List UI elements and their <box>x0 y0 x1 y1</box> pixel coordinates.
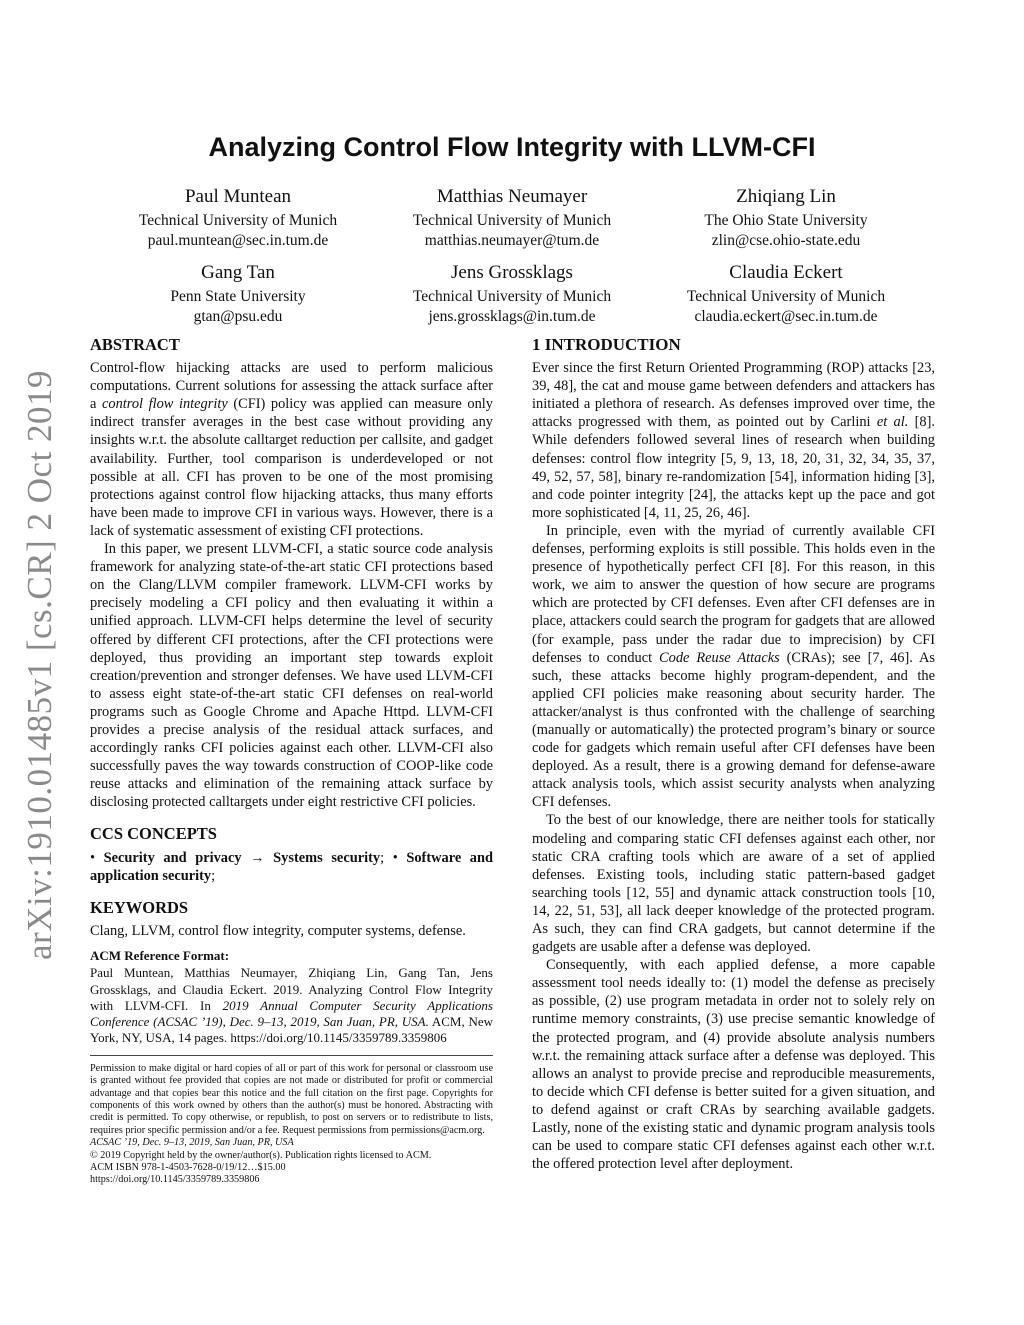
arxiv-identifier: arXiv:1910.01485v1 [cs.CR] 2 Oct 2019 <box>20 369 59 961</box>
intro-heading: 1 INTRODUCTION <box>532 335 681 354</box>
permission-copyright: © 2019 Copyright held by the owner/author(s). Publication rights licensed to ACM. <box>90 1149 432 1161</box>
permission-doi: https://doi.org/10.1145/3359789.3359806 <box>90 1174 260 1186</box>
permission-venue: ACSAC ’19, Dec. 9–13, 2019, San Juan, PR, USA <box>90 1137 294 1149</box>
author-email: matthias.neumayer@tum.de <box>424 232 600 249</box>
author-name: Claudia Eckert <box>729 262 843 283</box>
author-affiliation: Technical University of Munich <box>412 288 612 305</box>
keywords-heading: KEYWORDS <box>90 897 189 917</box>
author-email: jens.grossklags@in.tum.de <box>428 308 596 325</box>
author-name: Gang Tan <box>201 262 275 283</box>
author-name: Jens Grossklags <box>451 262 573 283</box>
author-name: Paul Muntean <box>184 186 292 207</box>
ccs-concepts: • Security and privacy → Systems security; • Software and application security; <box>90 849 494 884</box>
author-name: Zhiqiang Lin <box>736 186 836 207</box>
abstract-paragraph: In this paper, we present LLVM-CFI, a static source code analysis framework for analyzing state-of-the-art static CFI protections based on the Clang/LLVM compiler framework. LLVM-CFI works by precisely modeling a CFI policy and then evaluating it within a unified approach. LLVM-CFI helps determine the level of security offered by different CFI protections, after the CFI protections were deployed, thus providing an important step towards exploit creation/prevention and stronger defenses. We have used LLVM-CFI to assess eight state-of-the-art static CFI defenses on real-world programs such as Google Chrome and Apache Httpd. LLVM-CFI provides a precise analysis of the residual attack surfaces, and accordingly ranks CFI policies against each other. LLVM-CFI also successfully paves the way towards construction of COOP-like code reuse attacks and elimination of the remaining attack surface by disclosing protected calltargets under eight restrictive CFI policies. <box>90 541 494 811</box>
author-email: zlin@cse.ohio-state.edu <box>711 232 861 249</box>
arxiv-sidebar <box>16 365 64 965</box>
keywords-text: Clang, LLVM, control flow integrity, computer systems, defense. <box>90 922 466 939</box>
acm-reference <box>90 948 493 1047</box>
author-email: paul.muntean@sec.in.tum.de <box>147 232 329 249</box>
acm-reference-heading: ACM Reference Format: <box>90 947 230 963</box>
intro-paragraph: Ever since the first Return Oriented Programming (ROP) attacks [23, 39, 48], the cat and mouse game between defenders and attackers has initiated a plethora of research. As defenses improved over time, the attacks progressed with them, as pointed out by Carlini et al. [8]. While defenders followed several lines of research when building defenses: control flow integrity [5, 9, 13, 18, 20, 31, 32, 34, 35, 37, 49, 52, 57, 58], binary re-randomization [54], information hiding [3], and code pointer integrity [24], the attacks kept up the pace and got more sophisticated [4, 11, 25, 26, 46]. <box>532 360 936 521</box>
author-block <box>88 261 388 327</box>
author-affiliation: Penn State University <box>170 288 306 305</box>
permission-text: Permission to make digital or hard copies of all or part of this work for personal or classroom use is granted without fee provided that copies are not made or distributed for profit or commercial advantage and that copies bear this notice and the full citation on the first page. Copyrights for components of this work owned by others than the author(s) must be honored. Abstracting with credit is permitted. To copy otherwise, or republish, to post on servers or to redistribute to lists, requires prior specific permission and/or a fee. Request permissions from permissions@acm.org. <box>90 1062 493 1136</box>
right-column <box>532 336 935 1173</box>
intro-paragraph: In principle, even with the myriad of currently available CFI defenses, performing exploits is still possible. This holds even in the presence of hypothetically perfect CFI [8]. For this reason, in this work, we aim to answer the question of how secure are programs which are protected by CFI defenses. Even after CFI defenses are in place, attackers could search the program for gadgets that are allowed (for example, pass under the radar due to imprecision) by CFI defenses to conduct Code Reuse Attacks (CRAs); see [7, 46]. As such, these attacks become highly program-dependent, and the applied CFI policies make reasoning about security harder. The attacker/analyst is thus confronted with the challenge of searching (manually or automatically) the protected program’s binary or source code for gadgets which remain useful after CFI defenses have been deployed. As a result, there is a growing demand for defense-aware attack analysis tools, which assist security analysts when analyzing CFI defenses. <box>532 522 936 811</box>
author-affiliation: Technical University of Munich <box>686 288 886 305</box>
left-column <box>90 336 493 1187</box>
author-name: Matthias Neumayer <box>436 186 588 207</box>
author-email: claudia.eckert@sec.in.tum.de <box>694 308 878 325</box>
author-block <box>88 185 388 251</box>
abstract-paragraph: Control-flow hijacking attacks are used to perform malicious computations. Current solutions for assessing the attack surface after a control flow integrity (CFI) policy was applied can measure only indirect transfer averages in the best case without providing any insights w.r.t. the absolute calltarget reduction per callsite, and gadget availability. Further, tool comparison is underdeveloped or not possible at all. CFI has proven to be one of the most promising protections against control flow hijacking attacks, thus many efforts have been made to improve CFI in various ways. However, there is a lack of systematic assessment of existing CFI protections. <box>90 360 493 539</box>
intro-paragraph: Consequently, with each applied defense, a more capable assessment tool needs ideally to: (1) model the defense as precisely as possible, (2) use program metadata in order not to solely rely on runtime memory constraints, (3) use precise semantic knowledge of the protected program, and (4) provide absolute analysis numbers w.r.t. the remaining attack surface after a defense was deployed. This allows an analyst to provide precise and reproducible measurements, to decide which CFI defense is better suited for a given situation, and to defend against or craft CRAs by searching available gadgets. Lastly, none of the existing static and dynamic program analysis tools can be used to compare static CFI defenses against each other w.r.t. the offered protection level after deployment. <box>532 957 935 1173</box>
paper-title: Analyzing Control Flow Integrity with LLVM-CFI <box>208 132 816 162</box>
author-affiliation: Technical University of Munich <box>412 212 612 229</box>
author-block <box>636 261 936 327</box>
footnote-rule <box>90 1055 493 1056</box>
author-block <box>636 185 936 251</box>
author-affiliation: Technical University of Munich <box>138 212 338 229</box>
ccs-heading: CCS CONCEPTS <box>90 824 217 844</box>
author-email: gtan@psu.edu <box>193 308 283 325</box>
permission-isbn: ACM ISBN 978-1-4503-7628-0/19/12…$15.00 <box>90 1161 286 1173</box>
author-block <box>362 185 662 251</box>
author-block <box>362 261 662 327</box>
author-affiliation: The Ohio State University <box>704 212 868 229</box>
acm-reference-text: Paul Muntean, Matthias Neumayer, Zhiqiang Lin, Gang Tan, Jens Grossklags, and Claudia Eckert. 2019. Analyzing Control Flow Integrity with LLVM-CFI. In 2019 Annual Computer Security Applications Conference (ACSAC ’19), Dec. 9–13, 2019, San Juan, PR, USA. ACM, New York, NY, USA, 14 pages. https://doi.org/10.1145/3359789.3359806 <box>90 965 493 1046</box>
intro-paragraph: To the best of our knowledge, there are neither tools for statically modeling and comparing static CFI defenses against each other, nor static CRA crafting tools which are aware of a set of applied defenses. Existing tools, including static pattern-based gadget searching tools [12, 55] and dynamic attack construction tools [10, 14, 22, 51, 53], all lack deeper knowledge of the protected program. As such, they can find CRA gadgets, but cannot determine if the gadgets are usable after a defense was deployed. <box>532 812 935 956</box>
permission-block <box>90 1063 493 1187</box>
abstract-heading: ABSTRACT <box>90 335 180 354</box>
